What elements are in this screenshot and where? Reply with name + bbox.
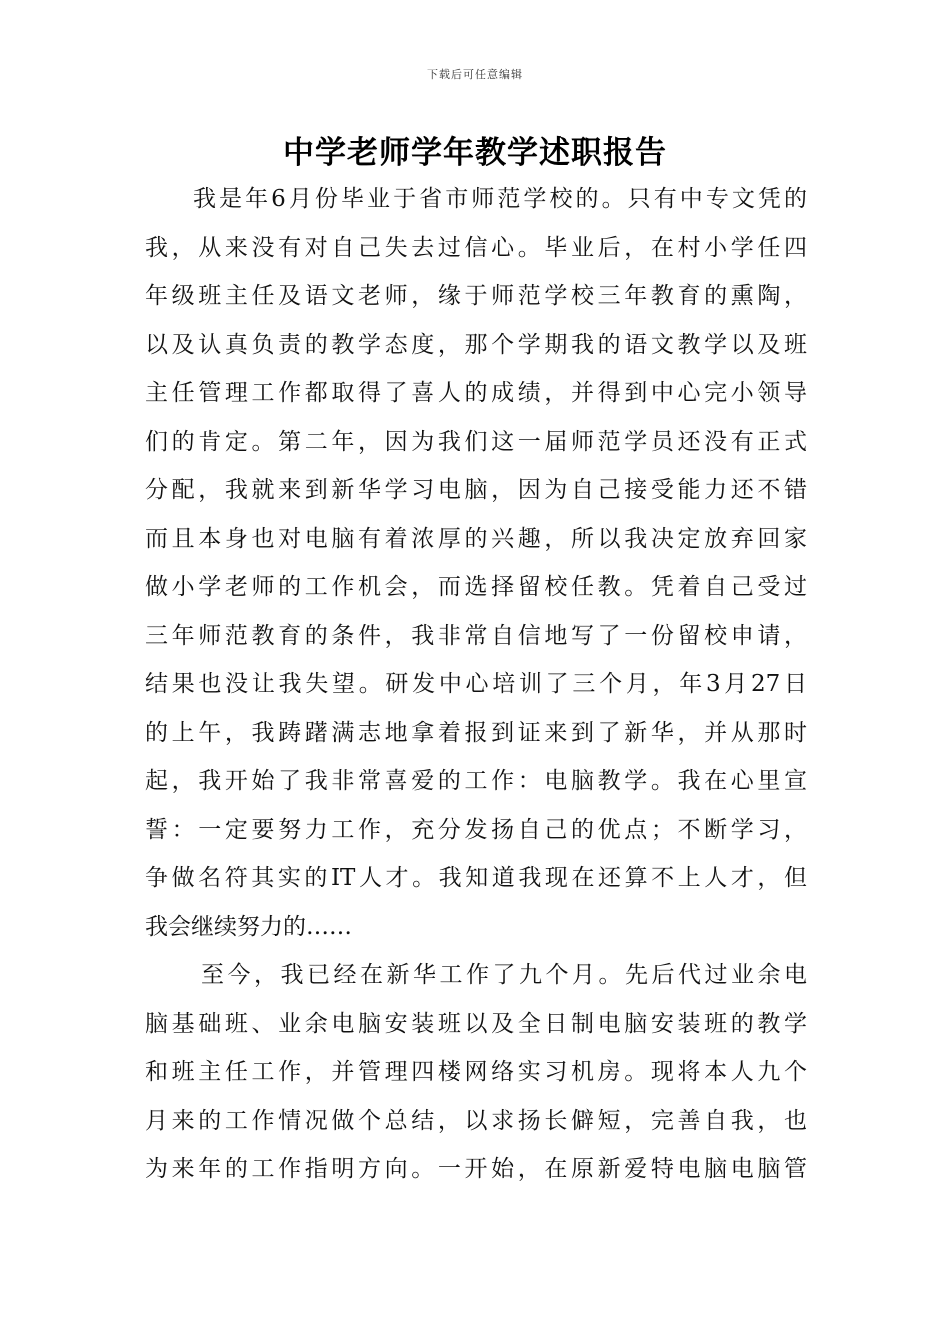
text-line: 至今，我已经在新华工作了九个月。先后代过业余电 [201, 962, 807, 988]
text-line: 月来的工作情况做个总结，以求扬长僻短，完善自我，也 [145, 1107, 807, 1134]
text-line: 为来年的工作指明方向。一开始，在原新爱特电脑电脑管 [145, 1156, 807, 1182]
text-line: 我是年6月份毕业于省市师范学校的。只有中专文凭的 [193, 186, 807, 212]
document-body [145, 175, 807, 1194]
text-line: 三年师范教育的条件，我非常自信地写了一份留校申请， [145, 622, 807, 649]
text-line: 的上午，我踌躇满志地拿着报到证来到了新华，并从那时 [145, 719, 807, 746]
text-line: 我会继续努力的…… [145, 913, 352, 940]
text-line: 年级班主任及语文老师，缘于师范学校三年教育的熏陶， [145, 283, 807, 309]
text-line: 分配，我就来到新华学习电脑，因为自己接受能力还不错 [145, 477, 807, 503]
text-line: 以及认真负责的教学态度，那个学期我的语文教学以及班 [145, 331, 807, 358]
paragraph-1 [145, 175, 807, 951]
page-header-note: 下载后可任意编辑 [427, 68, 523, 81]
text-line: 主任管理工作都取得了喜人的成绩，并得到中心完小领导 [145, 380, 807, 406]
text-line: 和班主任工作，并管理四楼网络实习机房。现将本人九个 [145, 1059, 807, 1085]
text-line: 而且本身也对电脑有着浓厚的兴趣，所以我决定放弃回家 [145, 525, 807, 552]
text-line: 我，从来没有对自己失去过信心。毕业后，在村小学任四 [145, 234, 807, 261]
text-line: 誓：一定要努力工作，充分发扬自己的优点；不断学习， [145, 816, 807, 843]
text-line: 结果也没让我失望。研发中心培训了三个月，年3月27日 [145, 671, 807, 697]
text-line: 们的肯定。第二年，因为我们这一届师范学员还没有正式 [145, 428, 807, 455]
text-line: 脑基础班、业余电脑安装班以及全日制电脑安装班的教学 [145, 1010, 807, 1037]
document-title: 中学老师学年教学述职报告 [283, 135, 667, 171]
text-line: 做小学老师的工作机会，而选择留校任教。凭着自己受过 [145, 574, 807, 600]
paragraph-2 [145, 951, 807, 1194]
text-line: 起，我开始了我非常喜爱的工作：电脑教学。我在心里宣 [145, 768, 807, 794]
text-line: 争做名符其实的IT人才。我知道我现在还算不上人才，但 [145, 865, 807, 891]
